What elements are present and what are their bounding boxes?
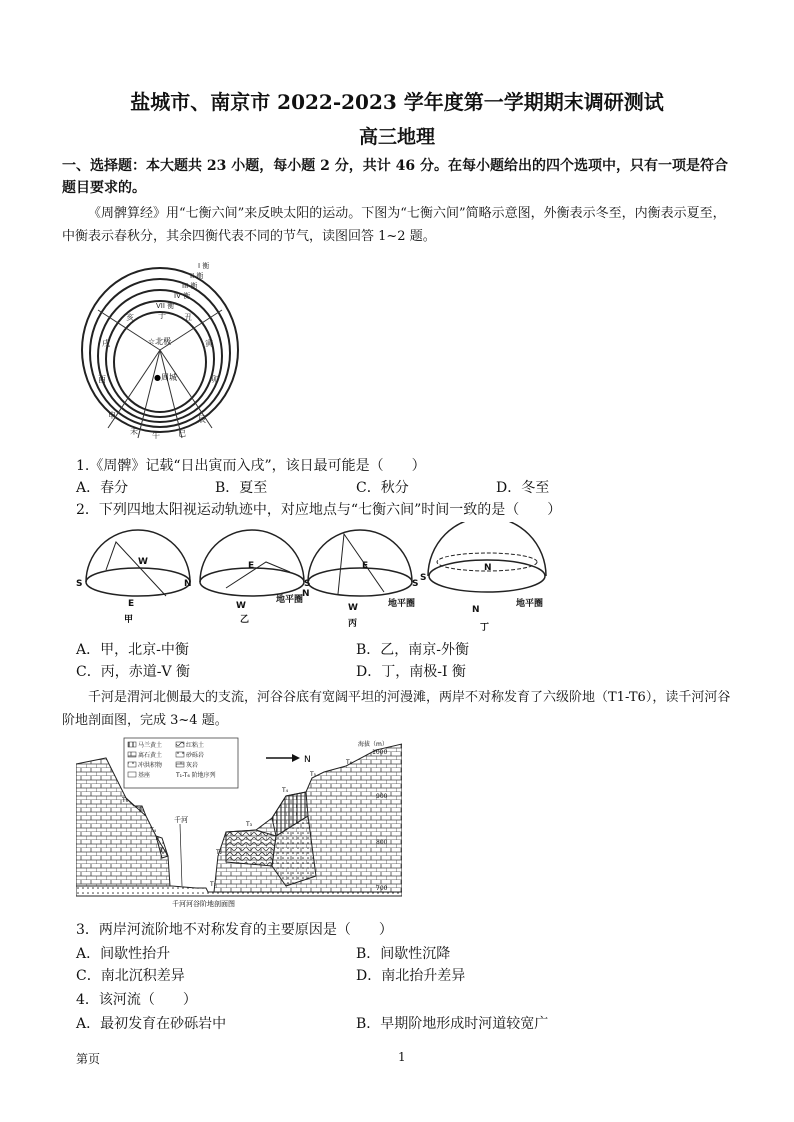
panel-4-top: N: [484, 563, 492, 573]
river-label: 千河: [174, 816, 188, 824]
fig2-caption: 千河河谷阶地剖面图: [172, 900, 235, 908]
ring-label-1: I 衡: [198, 262, 210, 270]
dir-chen: 辰: [198, 415, 206, 424]
north-label: N: [304, 755, 311, 765]
legend-lishi: 离石黄土: [138, 752, 163, 759]
panel-1-left: S: [76, 579, 83, 589]
left-terrace-t6: T₆: [122, 797, 129, 804]
q1-option-a[interactable]: A．春分: [76, 480, 129, 496]
legend-malan: 马兰黄土: [138, 742, 163, 749]
sun-path-figure: [76, 522, 556, 632]
panel-4-left: S: [420, 573, 427, 583]
dir-yin: 寅: [205, 339, 213, 348]
elev-title: 海拔（m）: [358, 741, 388, 748]
right-terrace-t6: T₆: [346, 759, 353, 766]
ring-label-4: IV 衡: [174, 292, 191, 300]
legend-red-clay: 红粘土: [186, 742, 205, 749]
ring-label-7: VII 衡: [156, 302, 175, 310]
q3-option-d[interactable]: D．南北抬升差异: [356, 968, 466, 984]
panel-2-bottom: W: [236, 601, 246, 611]
elev-tick-1000: 1000: [372, 749, 388, 756]
right-terrace-t4: T₄: [282, 787, 289, 794]
panel-3-left: N: [302, 589, 310, 599]
north-pole-label: ☆北极: [148, 337, 172, 346]
panel-1-right: N: [184, 579, 192, 589]
dir-shen: 申: [108, 411, 116, 420]
legend-base: 基座: [138, 772, 151, 779]
panel-2-top: E: [248, 561, 255, 571]
q1-option-b[interactable]: B．夏至: [215, 480, 268, 496]
q2-option-d[interactable]: D．丁，南极-I 衡: [356, 664, 466, 680]
panel-3-right: S: [412, 579, 419, 589]
panel-1-name: 甲: [124, 615, 134, 625]
right-terrace-t2: T₂: [216, 849, 223, 856]
right-terrace-t3: T₃: [246, 821, 253, 828]
panel-2-note: 地平圈: [276, 595, 304, 605]
ring-label-2: II 衡: [190, 272, 204, 280]
left-terrace-t4: T₄: [150, 827, 157, 834]
page-subtitle: 高三地理: [358, 126, 435, 148]
dir-chou: 丑: [184, 313, 192, 322]
elev-tick-700: 700: [376, 885, 388, 892]
dir-zi: 子: [158, 311, 166, 320]
panel-3-bottom: W: [348, 603, 358, 613]
footer-label: 第页: [76, 1052, 101, 1066]
q1-option-d[interactable]: D．冬至: [496, 480, 550, 496]
ring-label-3: III 衡: [182, 282, 198, 290]
page-number: 1: [398, 1050, 406, 1064]
panel-3-name: 丙: [348, 619, 358, 629]
q3-option-a[interactable]: A．间歇性抬升: [76, 946, 171, 962]
q2-option-b[interactable]: B．乙，南京-外衡: [356, 642, 470, 658]
page-title: 盐城市、南京市 2022-2023 学年度第一学期期末调研测试: [130, 90, 664, 114]
seven-circles-figure: [78, 250, 248, 440]
legend-terrace-seq: T₁-T₆ 阶地序列: [176, 772, 216, 779]
question-4-stem: 4．该河流（ ）: [76, 992, 197, 1008]
panel-2-name: 乙: [240, 615, 250, 625]
panel-2-right: S: [304, 579, 311, 589]
section-instructions: 一、选择题：本大题共 23 小题，每小题 2 分，共计 46 分。在每小题给出的四个选项中，只有一项是符合题目要求的。: [62, 158, 728, 196]
q2-option-c[interactable]: C．丙，赤道-V 衡: [76, 664, 191, 680]
panel-1-top: W: [138, 557, 148, 567]
elev-tick-900: 900: [376, 793, 388, 800]
left-terrace-t3: T₃: [160, 847, 167, 854]
dir-si: 巳: [178, 429, 186, 438]
question-2-stem: 2．下列四地太阳视运动轨迹中，对应地点与“七衡六间”时间一致的是（ ）: [76, 502, 562, 518]
question-1-stem: 1.《周髀》记载“日出寅而入戌”，该日最可能是（ ）: [76, 458, 426, 474]
panel-4-note: 地平圈: [516, 599, 544, 609]
q2-option-a[interactable]: A．甲，北京-中衡: [76, 642, 189, 658]
river-terrace-figure: [76, 736, 402, 908]
panel-4-name: 丁: [480, 623, 490, 632]
q3-option-c[interactable]: C．南北沉积差异: [76, 968, 185, 984]
legend-alluvium: 冲洪积物: [138, 762, 163, 769]
right-terrace-t5: T₅: [310, 771, 317, 778]
legend-conglomerate: 砂砾岩: [186, 752, 205, 759]
dir-you: 酉: [98, 375, 106, 384]
legend-limestone: 灰岩: [186, 762, 199, 769]
passage-1: 《周髀算经》用“七衡六间”来反映太阳的运动。下图为“七衡六间”简略示意图，外衡表示冬至，内衡表示夏至，中衡表示春秋分，其余四衡代表不同的节气，读图回答 1~2 题。: [62, 206, 726, 244]
question-3-stem: 3．两岸河流阶地不对称发育的主要原因是（ ）: [76, 922, 393, 938]
elev-tick-800: 800: [376, 839, 388, 846]
panel-4-bottom: N: [472, 605, 480, 615]
q4-option-a[interactable]: A．最初发育在砂砾岩中: [76, 1016, 227, 1032]
left-terrace-t5: T₅: [138, 807, 145, 814]
zhou-city-label: ●周城: [154, 373, 177, 382]
q1-option-c[interactable]: C．秋分: [356, 480, 409, 496]
passage-2: 千河是渭河北侧最大的支流，河谷谷底有宽阔平坦的河漫滩，两岸不对称发育了六级阶地（T1-T6），读千河河谷阶地剖面图，完成 3~4 题。: [62, 690, 731, 728]
dir-wu: 午: [152, 431, 160, 440]
panel-3-top: E: [362, 561, 369, 571]
q4-option-b[interactable]: B．早期阶地形成时河道较宽广: [356, 1016, 549, 1032]
dir-mao: 卯: [211, 375, 219, 384]
dir-xu: 戌: [102, 339, 110, 348]
dir-wei: 未: [130, 427, 138, 436]
panel-3-note: 地平圈: [388, 599, 416, 609]
right-terrace-t1: T₁: [210, 881, 217, 888]
dir-hai: 亥: [126, 313, 134, 322]
panel-1-bottom: E: [128, 599, 135, 609]
q3-option-b[interactable]: B．间歇性沉降: [356, 946, 451, 962]
